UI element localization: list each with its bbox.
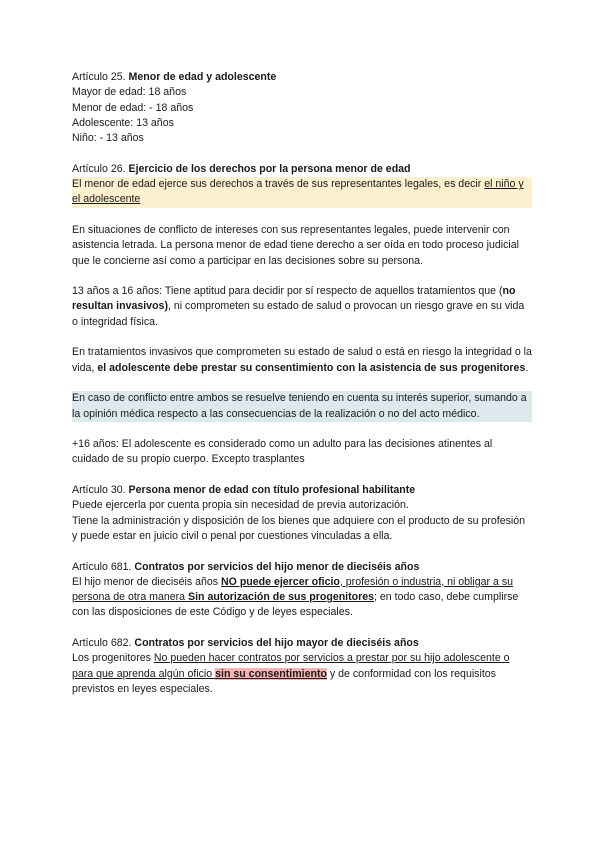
- text-run: El hijo menor de dieciséis años: [72, 575, 221, 588]
- highlighted-bold-text: sin su consentimiento: [215, 667, 327, 680]
- paragraph-text: [72, 575, 532, 621]
- article-682: [72, 636, 532, 697]
- paragraph: [72, 223, 532, 269]
- article-30-heading: [72, 483, 532, 498]
- article-30: [72, 483, 532, 544]
- bold-underlined-text: Sin autorización de sus progenitores: [188, 591, 375, 604]
- text-run: 13 años a 16 años: Tiene aptitud para decidir por sí respecto de aquellos tratamientos que (: [72, 285, 503, 298]
- article-681-heading: [72, 560, 532, 575]
- highlighted-paragraph: [72, 177, 532, 208]
- text-run: , ni comprometen su estado de salud o provocan un riesgo grave en su vida o integridad física.: [72, 300, 525, 328]
- paragraph-text: En situaciones de conflicto de intereses con sus representantes legales, puede intervenir con asistencia letrada. La persona menor de edad tiene derecho a ser oída en todo proceso judicial que le concierne así como a participar en las decisiones sobre su persona.: [72, 223, 519, 267]
- text-run: ; en todo caso, debe cumplirse con las disposiciones de este Código y de leyes especiales.: [72, 591, 519, 619]
- paragraph: [72, 437, 532, 468]
- highlighted-paragraph: En caso de conflicto entre ambos se resuelve teniendo en cuenta su interés superior, sumando a la opinión médica respecto a las consecuencias de la realización o no del acto médico.: [72, 391, 532, 422]
- text-run: En tratamientos invasivos que comprometen su estado de salud o está en riesgo la integridad o la vida,: [72, 346, 532, 374]
- article-682-heading: [72, 636, 532, 651]
- article-number: Artículo 25.: [72, 71, 129, 83]
- underlined-text: No pueden hacer contratos por servicios a prestar por su hijo adolescente o para que aprenda algún oficio: [72, 652, 510, 680]
- bold-underlined-text: NO puede ejercer oficio: [220, 575, 340, 588]
- paragraph: [72, 345, 532, 376]
- article-number: Artículo 681.: [72, 560, 135, 573]
- article-title: Persona menor de edad con título profesional habilitante: [128, 484, 416, 497]
- underlined-text: el niño y el adolescente: [72, 178, 524, 206]
- paragraph: [72, 391, 532, 422]
- article-title: Contratos por servicios del hijo menor de dieciséis años: [134, 560, 420, 573]
- paragraph-text: [72, 284, 532, 330]
- paragraph-text: Tiene la administración y disposición de los bienes que adquiere con el producto de su profesión y puede estar en juicio civil o penal por cuestiones vinculadas a ella.: [72, 514, 526, 542]
- article-26-heading: [72, 162, 532, 177]
- definition-line: Mayor de edad: 18 años: [72, 86, 187, 99]
- paragraph-text: +16 años: El adolescente es considerado como un adulto para las decisiones atinentes al cuidado de su propio cuerpo. Excepto trasplantes: [72, 438, 493, 466]
- article-title: Contratos por servicios del hijo mayor de dieciséis años: [134, 636, 419, 649]
- definition-line: Adolescente: 13 años: [72, 116, 174, 129]
- paragraph-text: El menor de edad ejerce sus derechos a través de sus representantes legales, es decir: [72, 178, 485, 191]
- text-run: .: [525, 361, 529, 374]
- article-number: Artículo 30.: [72, 484, 129, 497]
- article-681: [72, 560, 532, 621]
- bold-text: el adolescente debe prestar su consentimiento con la asistencia de sus progenitores: [97, 361, 526, 374]
- article-25-heading: [72, 70, 532, 85]
- underlined-text: , profesión o industria, ni obligar a su persona de otra manera: [72, 575, 514, 604]
- paragraph-text: [72, 651, 532, 697]
- bold-text: no resultan invasivos): [72, 285, 516, 313]
- article-title: Menor de edad y adolescente: [128, 71, 277, 83]
- paragraph: [72, 284, 532, 330]
- article-number: Artículo 26.: [72, 162, 129, 175]
- text-run: Los progenitores: [72, 652, 154, 665]
- article-number: Artículo 682.: [72, 636, 135, 649]
- document-body: [72, 70, 532, 712]
- text-run: y de conformidad con los requisitos previstos en leyes especiales.: [72, 667, 496, 695]
- definition-line: Menor de edad: - 18 años: [72, 101, 194, 114]
- article-25: [72, 70, 532, 146]
- definition-line: Niño: - 13 años: [72, 132, 144, 145]
- article-26: [72, 162, 532, 208]
- paragraph-text: [72, 345, 532, 376]
- article-title: Ejercicio de los derechos por la persona menor de edad: [128, 162, 411, 175]
- paragraph-text: Puede ejercerla por cuenta propia sin necesidad de previa autorización.: [72, 499, 409, 512]
